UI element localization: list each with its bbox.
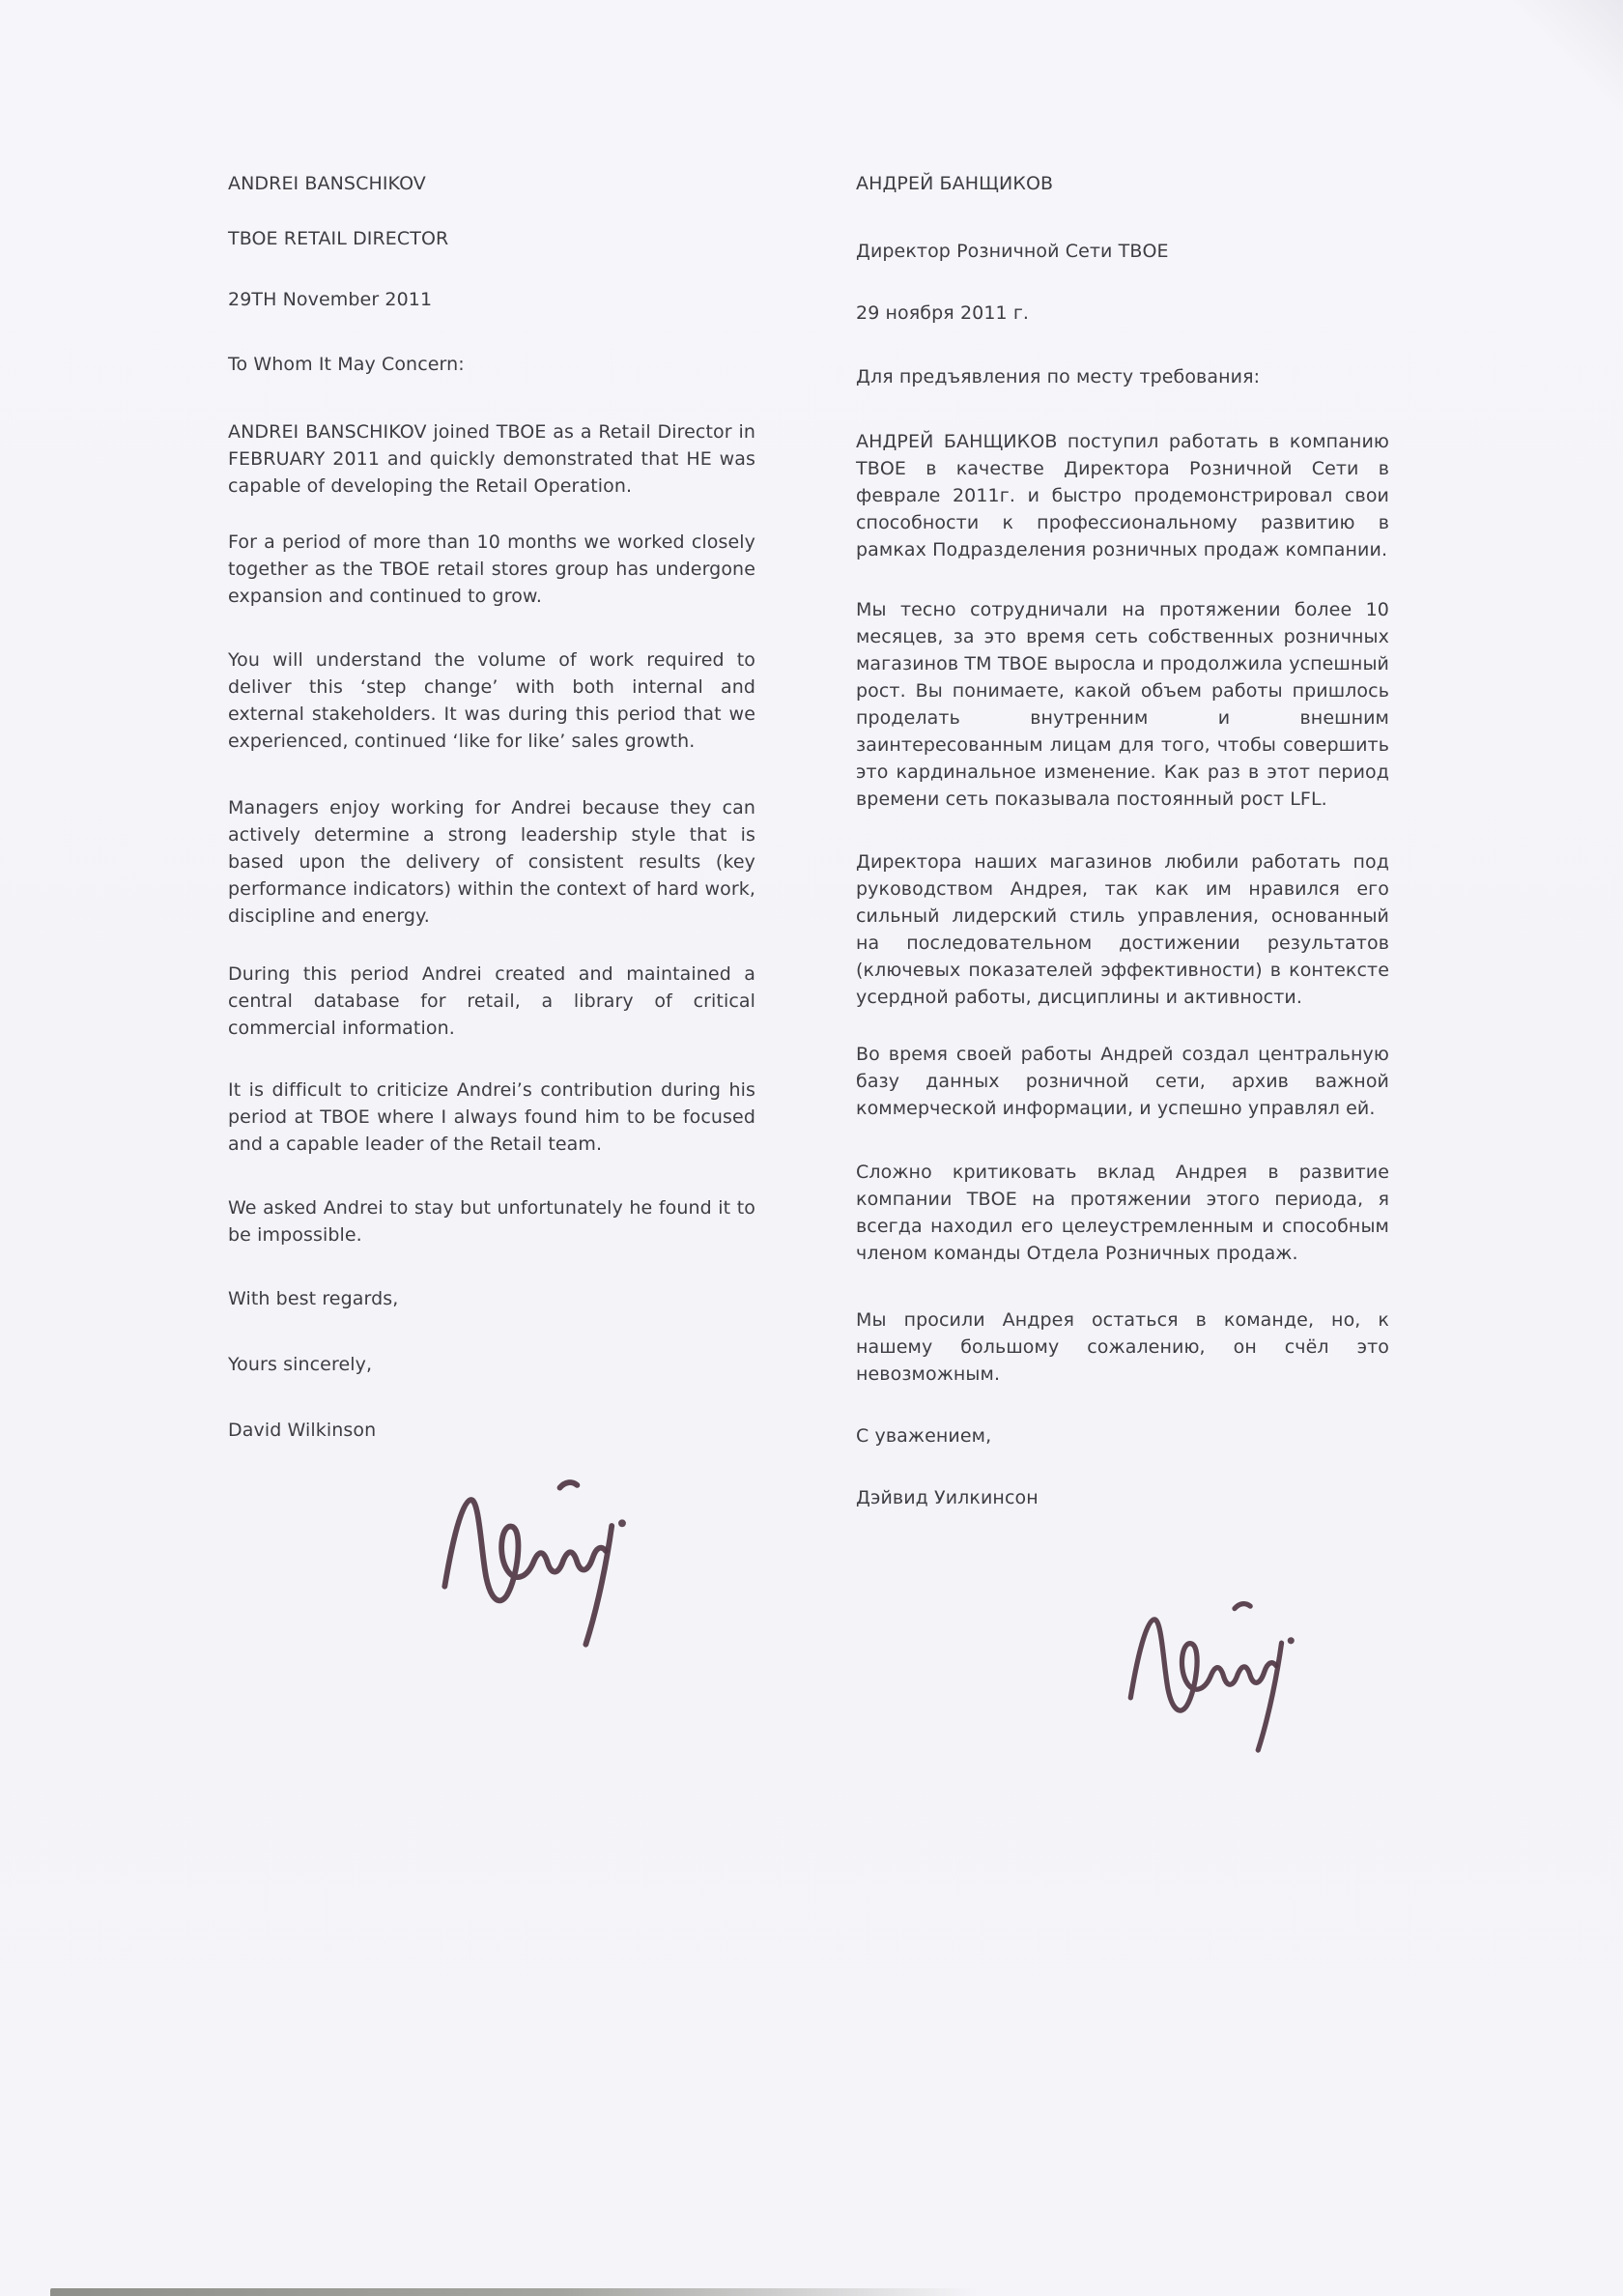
paragraph-ru: Мы просили Андрея остаться в команде, но, к нашему большому сожалению, он счёл это невозможным.: [856, 1309, 1389, 1385]
paragraph-en: ANDREI BANSCHIKOV joined TBOE as a Retail Director in FEBRUARY 2011 and quickly demonstrated that HE was capable of developing the Retail Operation.: [228, 421, 755, 497]
handwritten-signature-icon: [431, 1469, 639, 1657]
paragraph-ru: Директора наших магазинов любили работать под руководством Андрея, так как им нравился его сильный лидерский стиль управления, основанный на последовательном достижении результатов (ключевых показателей эффективности) в контексте усердной работы, дисциплины и активности.: [856, 851, 1389, 1008]
russian-letter-column: [856, 170, 1389, 1511]
sender-name-ru: АНДРЕЙ БАНЩИКОВ: [856, 173, 1054, 194]
signatory-name-en: David Wilkinson: [228, 1420, 377, 1441]
signoff-ru: С уважением,: [856, 1425, 992, 1447]
scan-crease-shadow: [1507, 0, 1623, 145]
signatory-name-ru: Дэйвид Уилкинсон: [856, 1487, 1039, 1508]
salutation-en: To Whom It May Concern:: [228, 354, 465, 375]
paragraph-en: For a period of more than 10 months we worked closely together as the TBOE retail stores group has undergone expansion and continued to grow.: [228, 531, 755, 607]
paragraph-en: You will understand the volume of work required to deliver this ‘step change’ with both internal and external stakeholders. It was during this period that we experienced, continued ‘like for like’ sales growth.: [228, 649, 755, 752]
paragraph-ru: Сложно критиковать вклад Андрея в развитие компании ТВОЕ на протяжении этого периода, я всегда находил его целеустремленным и способным членом команды Отдела Розничных продаж.: [856, 1162, 1389, 1264]
paragraph-en: It is difficult to criticize Andrei’s contribution during his period at TBOE where I always found him to be focused and a capable leader of the Retail team.: [228, 1079, 755, 1155]
paragraph-ru: Мы тесно сотрудничали на протяжении более 10 месяцев, за это время сеть собственных розничных магазинов ТМ ТВОЕ выросла и продолжила успешный рост. Вы понимаете, какой объем работы пришлось проделать внутренним и внешним заинтересованным лицам для того, чтобы совершить это кардинальное изменение. Как раз в этот период времени сеть показывала постоянный рост LFL.: [856, 599, 1389, 810]
letter-date-ru: 29 ноября 2011 г.: [856, 302, 1030, 324]
sender-title-ru: Директор Розничной Сети ТВОЕ: [856, 241, 1169, 262]
signoff-en: Yours sincerely,: [228, 1354, 373, 1375]
sender-title-en: TBOE RETAIL DIRECTOR: [228, 228, 449, 249]
salutation-ru: Для предъявления по месту требования:: [856, 366, 1261, 387]
paragraph-ru: Во время своей работы Андрей создал центральную базу данных розничной сети, архив важной коммерческой информации, и успешно управлял ей.: [856, 1044, 1389, 1119]
paragraph-ru: АНДРЕЙ БАНЩИКОВ поступил работать в компанию ТВОЕ в качестве Директора Розничной Сети в феврале 2011г. и быстро продемонстрировал свои способности к профессиональному развитию в рамках Подразделения розничных продаж компании.: [856, 431, 1389, 560]
scanner-edge-shadow: [50, 2288, 978, 2296]
paragraph-en: During this period Andrei created and maintained a central database for retail, a library of critical commercial information.: [228, 963, 755, 1039]
handwritten-signature-icon: [1113, 1594, 1311, 1759]
paragraph-en: Managers enjoy working for Andrei because they can actively determine a strong leadership style that is based upon the delivery of consistent results (key performance indicators) within the context of hard work, discipline and energy.: [228, 797, 755, 927]
sender-name-en: ANDREI BANSCHIKOV: [228, 173, 426, 194]
closing-en: With best regards,: [228, 1288, 399, 1309]
paragraph-en: We asked Andrei to stay but unfortunately he found it to be impossible.: [228, 1197, 755, 1246]
letter-date-en: 29TH November 2011: [228, 289, 433, 310]
english-letter-column: [228, 170, 755, 1444]
